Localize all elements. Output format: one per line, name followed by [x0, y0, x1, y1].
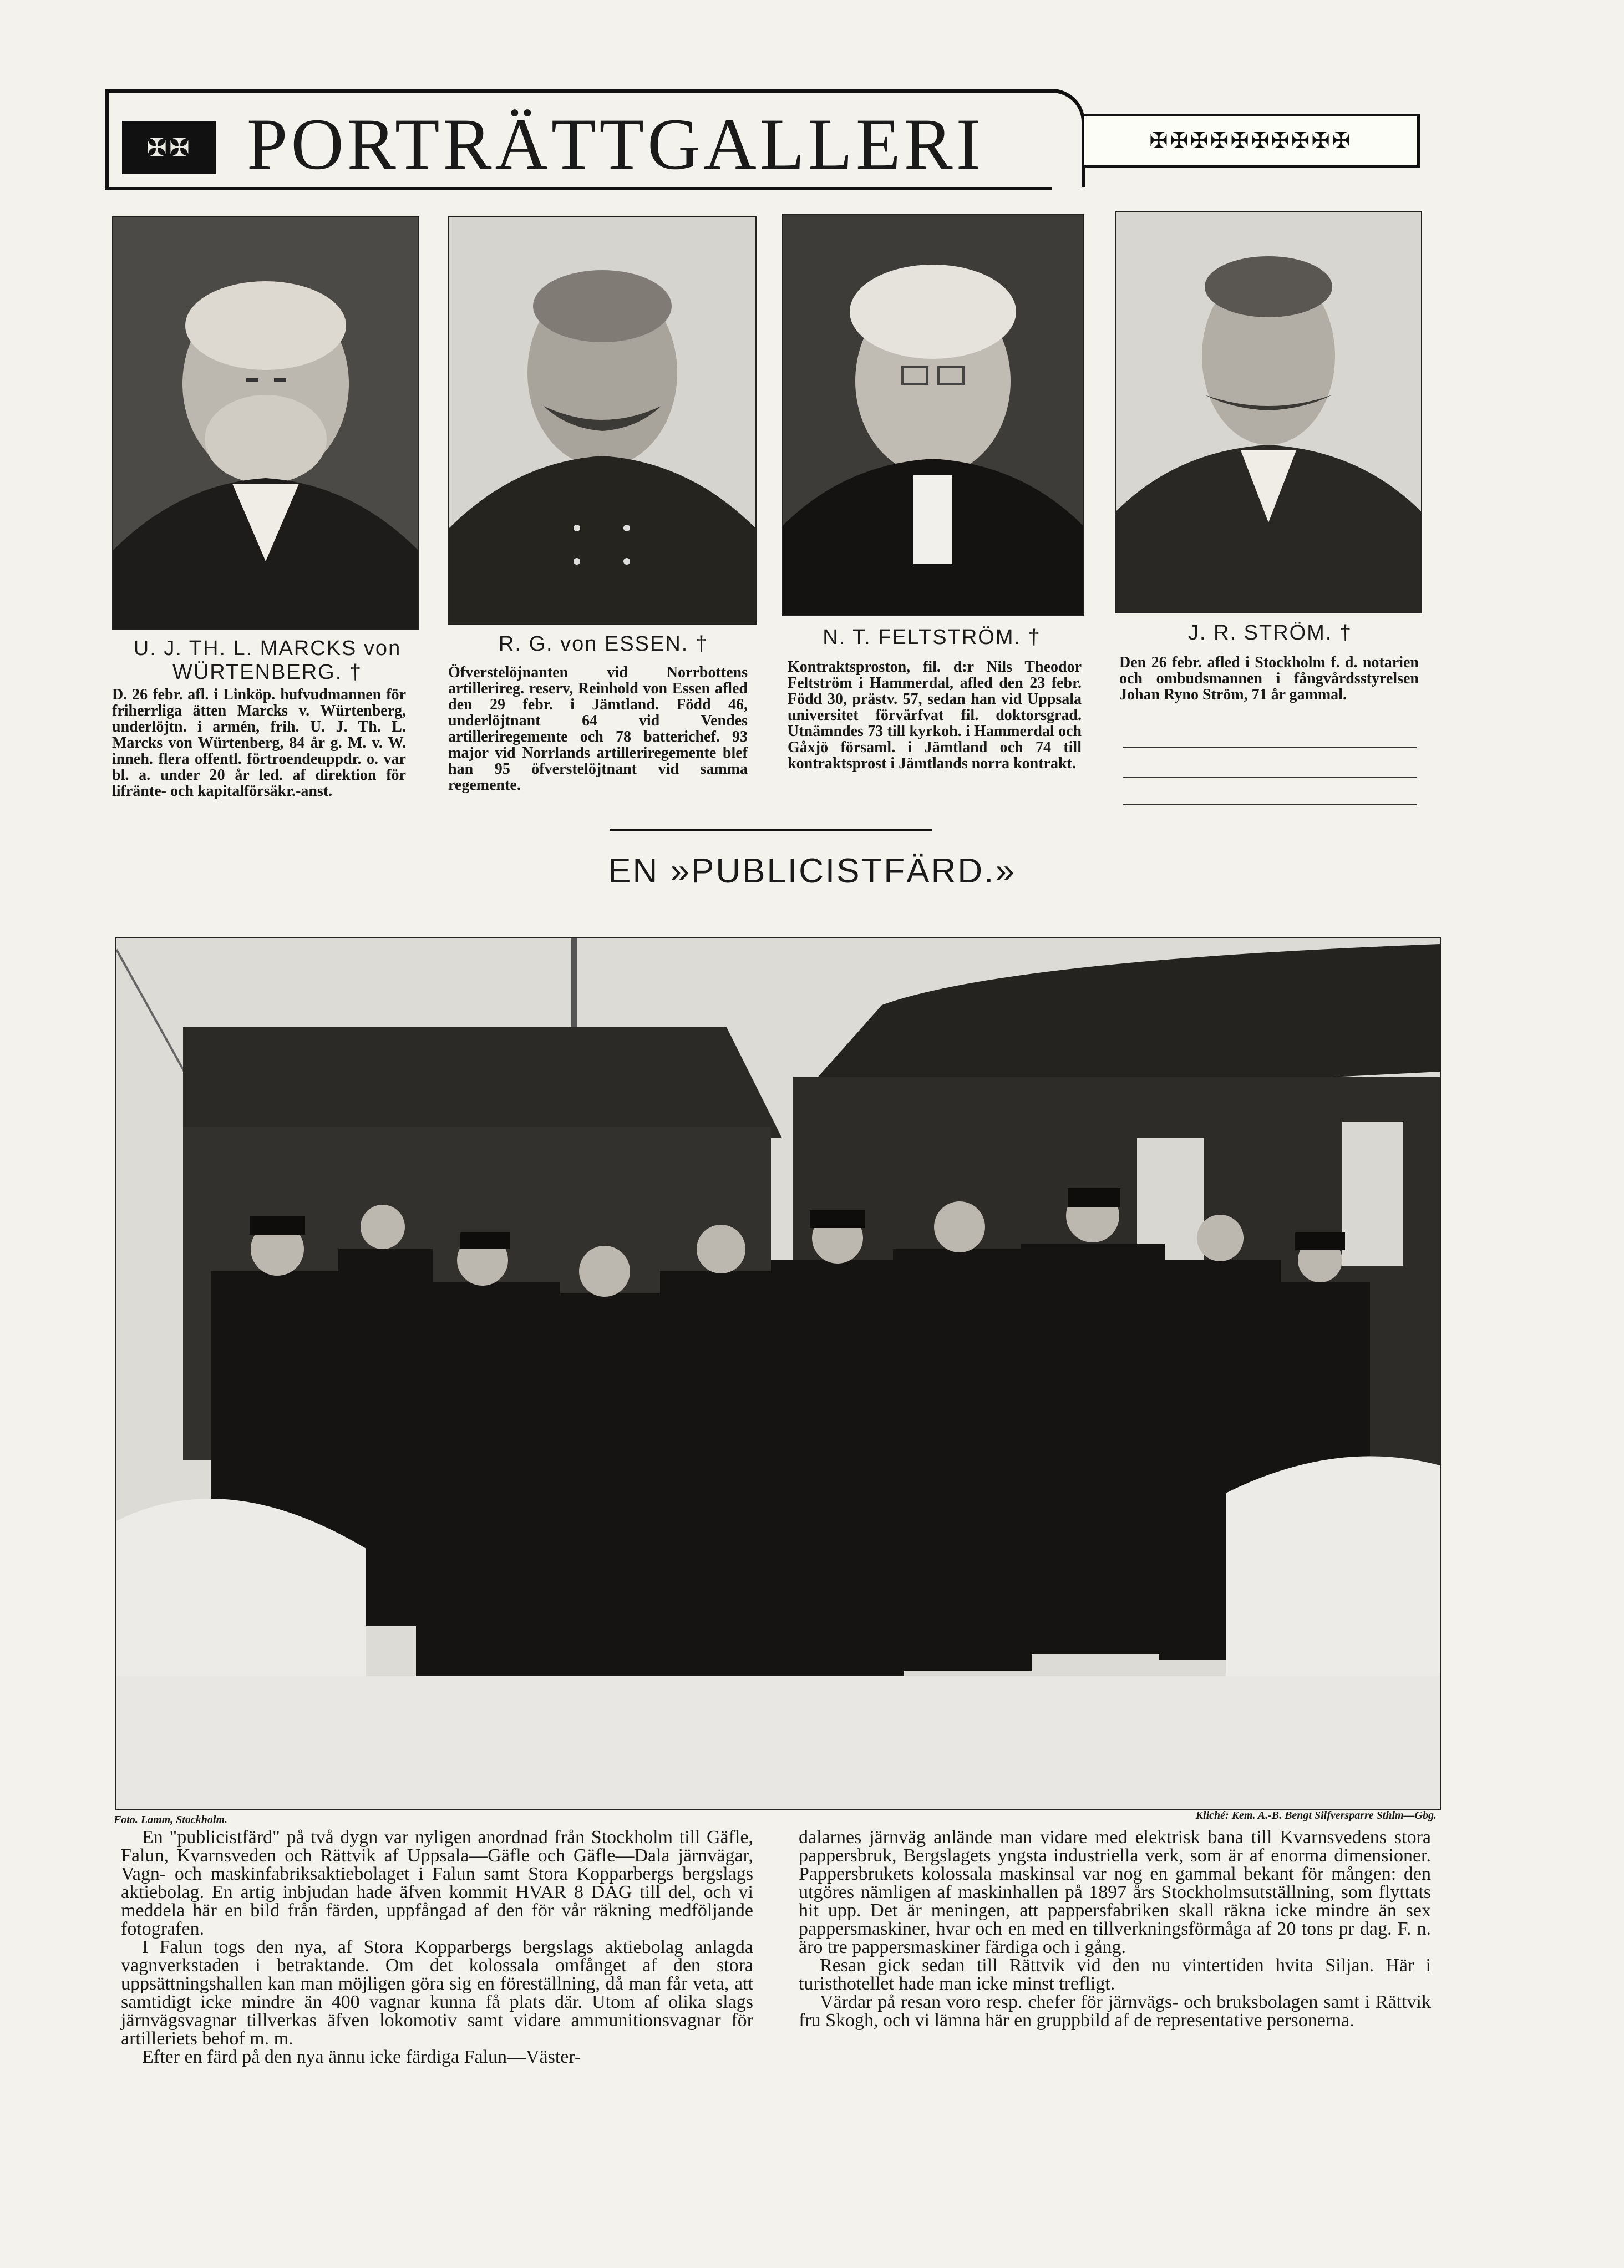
- cliche-credit: Kliché: Kem. A.-B. Bengt Silfversparre Sthlm—Gbg.: [1195, 1809, 1437, 1821]
- section-heading: EN »PUBLICISTFÄRD.»: [608, 852, 1016, 890]
- portrait-photo-feltstrom: [782, 214, 1084, 616]
- masthead: [105, 89, 1414, 186]
- article-column-right: [799, 1828, 1431, 2029]
- portrait-photo-strom: [1115, 211, 1422, 613]
- article-paragraph: Värdar på resan voro resp. chefer för järnvägs- och bruksbolagen samt i Rättvik fru Skogh, och vi lämna här en gruppbild af de representative personerna.: [799, 1992, 1431, 2031]
- portrait-name-marcks: U. J. TH. L. MARCKS von WÜRTENBERG. †: [133, 637, 402, 684]
- article-paragraph: En "publicistfärd" på två dygn var nyligen anordnad från Stockholm till Gäfle, Falun, Kvarnsveden och Rättvik af Uppsala—Gäfle och Gäfle—Dala järnvägar, Vagn- och maskinfabriksaktiebolaget i Falun samt Stora Kopparbergs bergslags aktiebolag. En artig inbjudan hade äfven kommit HVAR 8 DAG till del, och vi meddela här en bild från färden, uppfångad af den för vår räkning medföljande fotografen.: [121, 1827, 753, 1939]
- section-divider: [610, 829, 932, 831]
- masthead-right-ornament: ✠✠✠✠✠✠✠✠✠✠: [1082, 114, 1420, 168]
- masthead-left-ornament: ✠✠: [122, 121, 216, 174]
- blank-rule: [1123, 747, 1417, 748]
- portrait-bio-marcks: D. 26 febr. afl. i Linköp. hufvudmannen för friherrliga ätten Marcks v. Würtenberg, underlöjtn. i armén, frih. U. J. Th. L. Marcks von Würtenberg, 84 år g. M. v. W. inneh. flera offentl. förtroendeuppdr. o. var bl. a. under 20 år led. af direktion för lifränte- och kapitalförsäkr.-anst.: [112, 686, 406, 800]
- blank-rule: [1123, 777, 1417, 778]
- article-paragraph: Resan gick sedan till Rättvik vid den nu vintertiden hvita Siljan. Här i turisthotellet hade man icke minst trefligt.: [799, 1955, 1431, 1994]
- article-column-left: [121, 1828, 753, 2066]
- portrait-photo-marcks: [112, 216, 419, 630]
- article-paragraph: I Falun togs den nya, af Stora Kopparbergs bergslags aktiebolag anlagda vagnverkstaden i betraktande. Om det kolossala omfånget af den stora uppsättningshallen kan man möjligen göra sig en föreställning, då man får veta, att samtidigt icke mindre än 400 vagnar kunna få plats där. Utom af olika slags järnvägsvagnar tillverkas äfven lokomotiv samt vidare ammunitionsvagnar för artilleriets behof m. m.: [121, 1937, 753, 2049]
- portrait-photo-von-essen: [448, 216, 757, 625]
- page-title: PORTRÄTTGALLERI: [247, 103, 984, 185]
- portrait-name-von-essen: R. G. von ESSEN. †: [498, 632, 709, 656]
- group-photo: [115, 937, 1441, 1810]
- article-paragraph: dalarnes järnväg anlände man vidare med elektrisk bana till Kvarnsvedens stora pappersbruk, Bergslagets yngsta industriella verk, som är af enorma dimensioner. Pappersbrukets kolossala maskinsal var nog en gammal bekant för mången: den utgöres nämligen af maskinhallen på 1897 års Stockholmsutställning, som flyttats hit upp. Det är meningen, att pappersfabriken skall räkna icke mindre än sex pappersmaskiner, hvar och en med en tillverkningsförmåga af 20 tons pr dag. F. n. äro tre pappersmaskiner färdiga och i gång.: [799, 1827, 1431, 1957]
- masthead-frame-arc: [1032, 89, 1085, 187]
- portrait-bio-strom: Den 26 febr. afled i Stockholm f. d. notarien och ombudsmannen i fångvårdsstyrelsen Johan Ryno Ström, 71 år gammal.: [1119, 654, 1419, 703]
- portrait-bio-von-essen: Öfverstelöjnanten vid Norrbottens artillerireg. reserv, Reinhold von Essen afled den 29 febr. i Jämtland. Född 46, underlöjtnant 64 vid Vendes artilleriregemente och 78 batterichef. 93 major vid Norrlands artilleriregemente blef han 95 öfverstelöjtnant vid samma regemente.: [448, 664, 748, 794]
- article-paragraph: Efter en färd på den nya ännu icke färdiga Falun—Väster-: [142, 2047, 581, 2067]
- blank-rule: [1123, 804, 1417, 805]
- photo-credit: Foto. Lamm, Stockholm.: [114, 1814, 228, 1826]
- portrait-name-feltstrom: N. T. FELTSTRÖM. †: [823, 626, 1041, 649]
- portrait-name-strom: J. R. STRÖM. †: [1187, 621, 1353, 645]
- portrait-bio-feltstrom: Kontraktsproston, fil. d:r Nils Theodor Feltström i Hammerdal, afled den 23 febr. Född 30, prästv. 57, sedan han vid Uppsala universitet förvärfvat fil. doktorsgrad. Utnämndes 73 till kyrkoh. i Hammerdal och Gåxjö församl. i Jämtland och 74 till kontraktsprost i Jämtlands norra kontrakt.: [788, 658, 1082, 772]
